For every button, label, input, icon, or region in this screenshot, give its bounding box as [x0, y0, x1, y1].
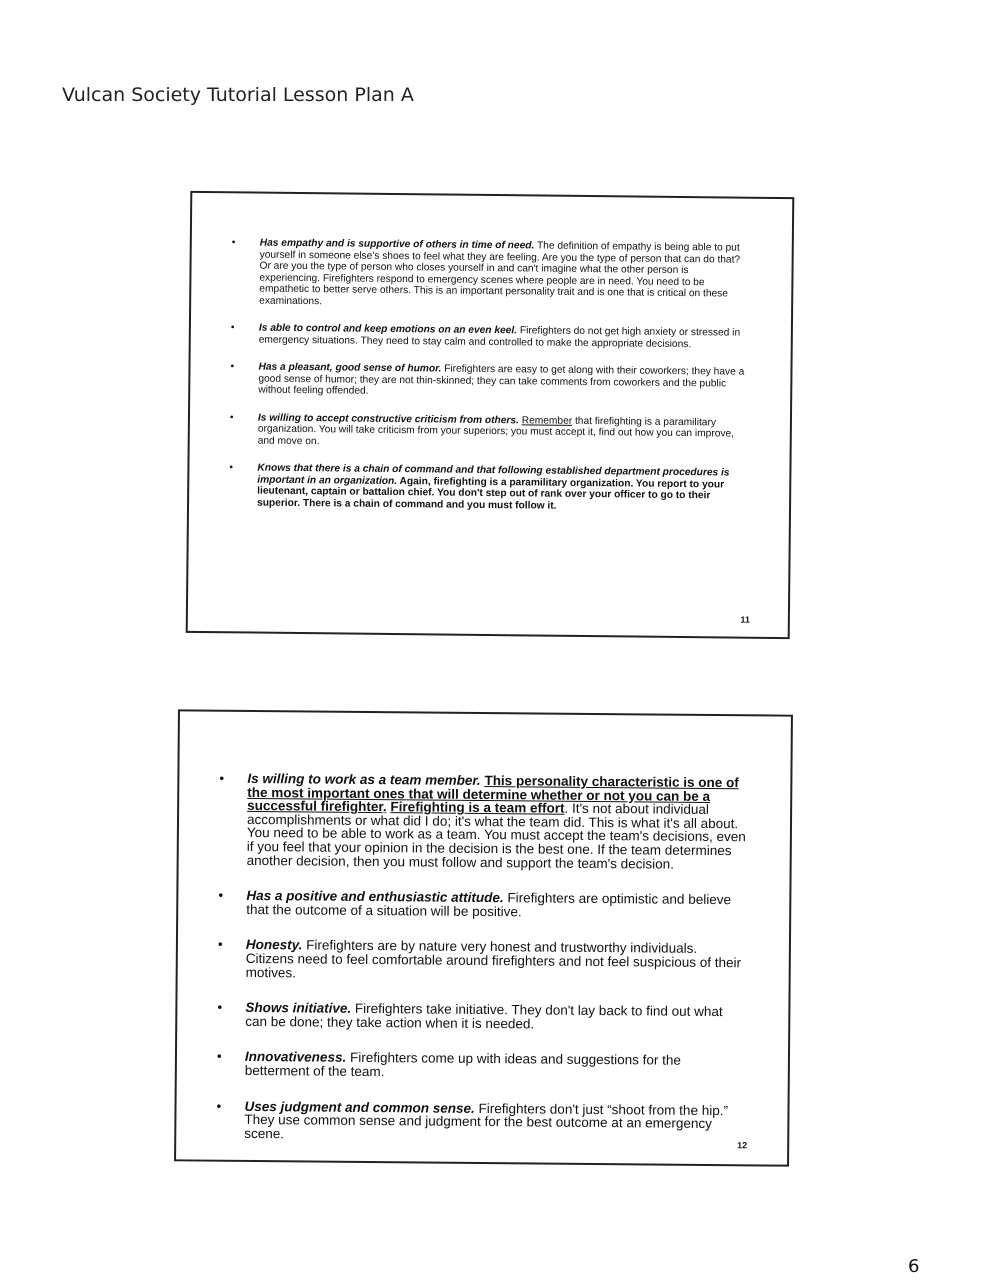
- bullet-item: [217, 1001, 747, 1033]
- bullet-text: . It's not about individual accomplishments or what did I do; it's what the team did. This is what it's all about. You need to be able to work as a team. You must accept the team's decisions, even if you feel that your opinion in the decision is the best one. If the team determines another decision, then you must follow and support the team's decision.: [246, 800, 746, 872]
- bullet-list: [229, 237, 752, 529]
- bullet-item: [218, 938, 748, 983]
- bullet-item: [216, 1099, 746, 1144]
- slide-12: [174, 709, 793, 1166]
- bullet-dot: •: [230, 322, 235, 334]
- bullet-lead: Knows that there is a chain of command and that following established department procedures is important in an organization.: [257, 462, 730, 487]
- bullet-item: [219, 772, 750, 872]
- slide-11: [186, 191, 795, 639]
- bullet-list: [216, 772, 749, 1167]
- bullet-text: Firefighters are by nature very honest and trustworthy individuals. Citizens need to feel comfortable around firefighters and not feel suspicious of their motives.: [245, 937, 742, 980]
- bullet-lead: Shows initiative.: [245, 1000, 352, 1016]
- bullet-dot: •: [229, 411, 234, 423]
- bullet-text: Firefighters do not get high anxiety or stressed in emergency situations. They need to stay calm and controlled to make the appropriate decisions.: [258, 325, 741, 350]
- bullet-lead: Is willing to work as a team member.: [247, 770, 481, 788]
- bullet-dot: •: [216, 1048, 222, 1065]
- bullet-dot: •: [216, 1098, 222, 1114]
- bullet-text: Firefighters are optimistic and believe that the outcome of a situation will be positive.: [246, 890, 732, 920]
- bullet-text: that firefighting is a paramilitary organization. You will take criticism from your superiors; you must accept it, find out how you can improve, and move on.: [257, 415, 735, 447]
- bullet-item: [231, 322, 751, 350]
- bullet-dot: •: [217, 937, 223, 953]
- bullet-text: Again, firefighting is a paramilitary organization. You report to your lieutenant, captain or battalion chief. You don't step out of rank over your officer to go to their superior. There is a chain of command and you must follow it.: [257, 475, 725, 512]
- underlined-text: This personality characteristic is one of the most important ones that will determine whether or not you can be a successful firefighter.: [247, 773, 739, 815]
- bullet-text: Firefighters don't just “shoot from the hip.” They use common sense and judgment for the best outcome at an emergency scene.: [244, 1100, 729, 1141]
- bullet-lead: Has a pleasant, good sense of humor.: [258, 361, 442, 375]
- bullet-dot: •: [219, 770, 225, 786]
- bullet-text: Firefighters are easy to get along with their coworkers; they have a good sense of humor; they are not thin-skinned; they can take comments from coworkers and the public without feeling offended.: [258, 363, 745, 397]
- bullet-item: [229, 462, 749, 513]
- bullet-item: [230, 412, 750, 452]
- page-number: 6: [908, 1256, 920, 1277]
- slide-number: 11: [740, 614, 750, 625]
- bullet-lead: Has a positive and enthusiastic attitude.: [246, 888, 504, 906]
- underlined-text: Firefighting is a team effort: [390, 799, 565, 816]
- bullet-lead: Is willing to accept constructive criticism from others.: [257, 412, 519, 426]
- page-header: Vulcan Society Tutorial Lesson Plan A: [62, 84, 414, 106]
- bullet-dot: •: [229, 462, 234, 474]
- bullet-text: Firefighters come up with ideas and suggestions for the betterment of the team.: [244, 1050, 681, 1080]
- bullet-lead: Uses judgment and common sense.: [244, 1098, 475, 1116]
- underlined-text: Remember: [521, 414, 573, 427]
- bullet-dot: •: [230, 361, 235, 373]
- bullet-lead: Is able to control and keep emotions on an even keel.: [258, 322, 518, 337]
- bullet-lead: Innovativeness.: [244, 1049, 347, 1066]
- bullet-dot: •: [217, 999, 223, 1015]
- bullet-text: Firefighters take initiative. They don't lay back to find out what can be done; they take action when it is needed.: [245, 1000, 723, 1032]
- bullet-text: The definition of empathy is being able to put yourself in someone else's shoes to feel what they are feeling. Are you the type of person that can do that? Or are you the type of person who closes yourself in and can't imagine what the other person is experiencing. Firefighters respond to emergency scenes where people are in need. You need to be empathetic to better serve others. This is an important personality trait and is one that is critical on these examinations.: [259, 240, 741, 307]
- bullet-item: [218, 889, 748, 921]
- bullet-item: [230, 361, 750, 401]
- bullet-item: [217, 1050, 747, 1082]
- bullet-lead: Has empathy and is supportive of others in time of need.: [259, 237, 535, 252]
- bullet-lead: Honesty.: [245, 937, 303, 953]
- bullet-item: [231, 237, 752, 311]
- slide-number: 12: [737, 1140, 748, 1151]
- bullet-dot: •: [218, 887, 224, 903]
- bullet-dot: •: [231, 237, 236, 249]
